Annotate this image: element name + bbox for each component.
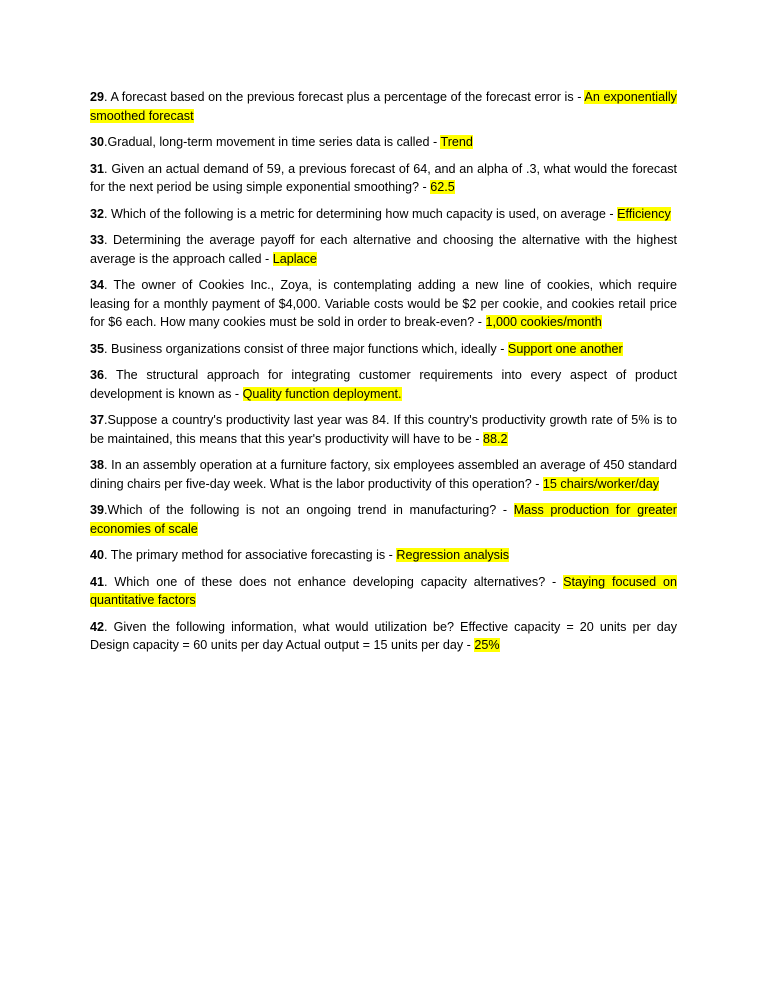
question-41 [90, 573, 677, 610]
question-text: The owner of Cookies Inc., Zoya, is contemplating adding a new line of cookies, which require leasing for a monthly payment of $4,000. Variable costs would be $2 per cookie, and cookies retail price for $6 each. How many cookies must be sold in order to break-even? - [90, 278, 677, 329]
question-number: 35 [90, 341, 105, 356]
question-separator: . [104, 574, 115, 589]
question-text: The structural approach for integrating customer requirements into every aspect of product development is known as - [90, 368, 677, 401]
question-42 [90, 618, 677, 655]
question-number: 32 [90, 206, 105, 221]
document-page [90, 88, 677, 663]
question-text: Which of the following is not an ongoing trend in manufacturing? - [107, 503, 514, 517]
question-separator: . [104, 135, 108, 149]
question-number: 29 [90, 90, 105, 104]
answer-highlight: Quality function deployment. [242, 386, 402, 401]
question-number: 41 [90, 574, 105, 589]
question-36 [90, 366, 677, 403]
question-separator: . [104, 619, 114, 634]
question-separator: . [104, 458, 112, 472]
question-number: 39 [90, 503, 105, 517]
question-34 [90, 276, 677, 332]
question-text: Given an actual demand of 59, a previous forecast of 64, and an alpha of .3, what would the forecast for the next period be using simple exponential smoothing? - [90, 161, 678, 194]
question-text: In an assembly operation at a furniture factory, six employees assembled an average of 450 standard dining chairs per five-day week. What is the labor productivity of this operation? - [90, 458, 677, 491]
answer-highlight: Staying focused on quantitative factors [90, 574, 677, 607]
answer-highlight: 25% [474, 638, 500, 652]
answer-highlight: Laplace [272, 251, 317, 266]
question-number: 33 [90, 233, 105, 247]
question-32 [90, 205, 677, 224]
answer-highlight: 62.5 [430, 180, 455, 194]
question-29 [90, 88, 677, 125]
question-text: Which one of these does not enhance developing capacity alternatives? - [114, 574, 564, 589]
question-text: Gradual, long-term movement in time series data is called - [107, 135, 441, 149]
question-text: Determining the average payoff for each alternative and choosing the alternative with the highest average is the approach called - [90, 233, 678, 266]
answer-highlight: 15 chairs/worker/day [542, 476, 660, 491]
question-text: A forecast based on the previous forecast plus a percentage of the forecast error is - [110, 90, 585, 104]
question-33 [90, 231, 677, 268]
question-40 [90, 546, 677, 565]
question-separator: . [104, 278, 114, 292]
question-separator: . [104, 341, 112, 356]
question-number: 30 [90, 135, 105, 149]
question-number: 36 [90, 368, 105, 382]
question-39 [90, 501, 677, 538]
question-text: Which of the following is a metric for determining how much capacity is used, on average - [111, 206, 618, 221]
question-separator: . [104, 161, 112, 176]
question-text: Business organizations consist of three major functions which, ideally - [111, 341, 508, 356]
question-text: Suppose a country's productivity last year was 84. If this country's productivity growth rate of 5% is to be maintained, this means that this year's productivity will have to be - [90, 413, 677, 446]
question-number: 31 [90, 161, 105, 176]
question-separator: . [104, 368, 116, 382]
question-text: The primary method for associative forecasting is - [110, 548, 397, 562]
question-38 [90, 456, 677, 493]
question-number: 38 [90, 458, 105, 472]
question-30 [90, 133, 677, 152]
question-35 [90, 340, 677, 359]
answer-highlight: An exponentially smoothed forecast [90, 90, 677, 123]
question-31 [90, 160, 677, 197]
question-separator: . [104, 206, 112, 221]
question-separator: . [104, 413, 108, 427]
answer-highlight: Support one another [507, 341, 623, 356]
question-separator: . [104, 548, 111, 562]
question-separator: . [104, 90, 111, 104]
answer-highlight: Mass production for greater economies of scale [90, 503, 677, 536]
answer-highlight: 1,000 cookies/month [485, 315, 602, 329]
question-separator: . [104, 503, 108, 517]
question-separator: . [104, 233, 114, 247]
answer-highlight: 88.2 [483, 431, 508, 446]
question-number: 42 [90, 619, 105, 634]
answer-highlight: Trend [440, 135, 473, 149]
question-number: 34 [90, 278, 105, 292]
question-text: Given the following information, what would utilization be? Effective capacity = 20 units per day Design capacity = 60 units per day Actual output = 15 units per day - [90, 619, 677, 652]
question-37 [90, 411, 677, 448]
answer-highlight: Regression analysis [396, 548, 510, 562]
question-number: 40 [90, 548, 105, 562]
question-number: 37 [90, 413, 105, 427]
answer-highlight: Efficiency [617, 206, 671, 221]
